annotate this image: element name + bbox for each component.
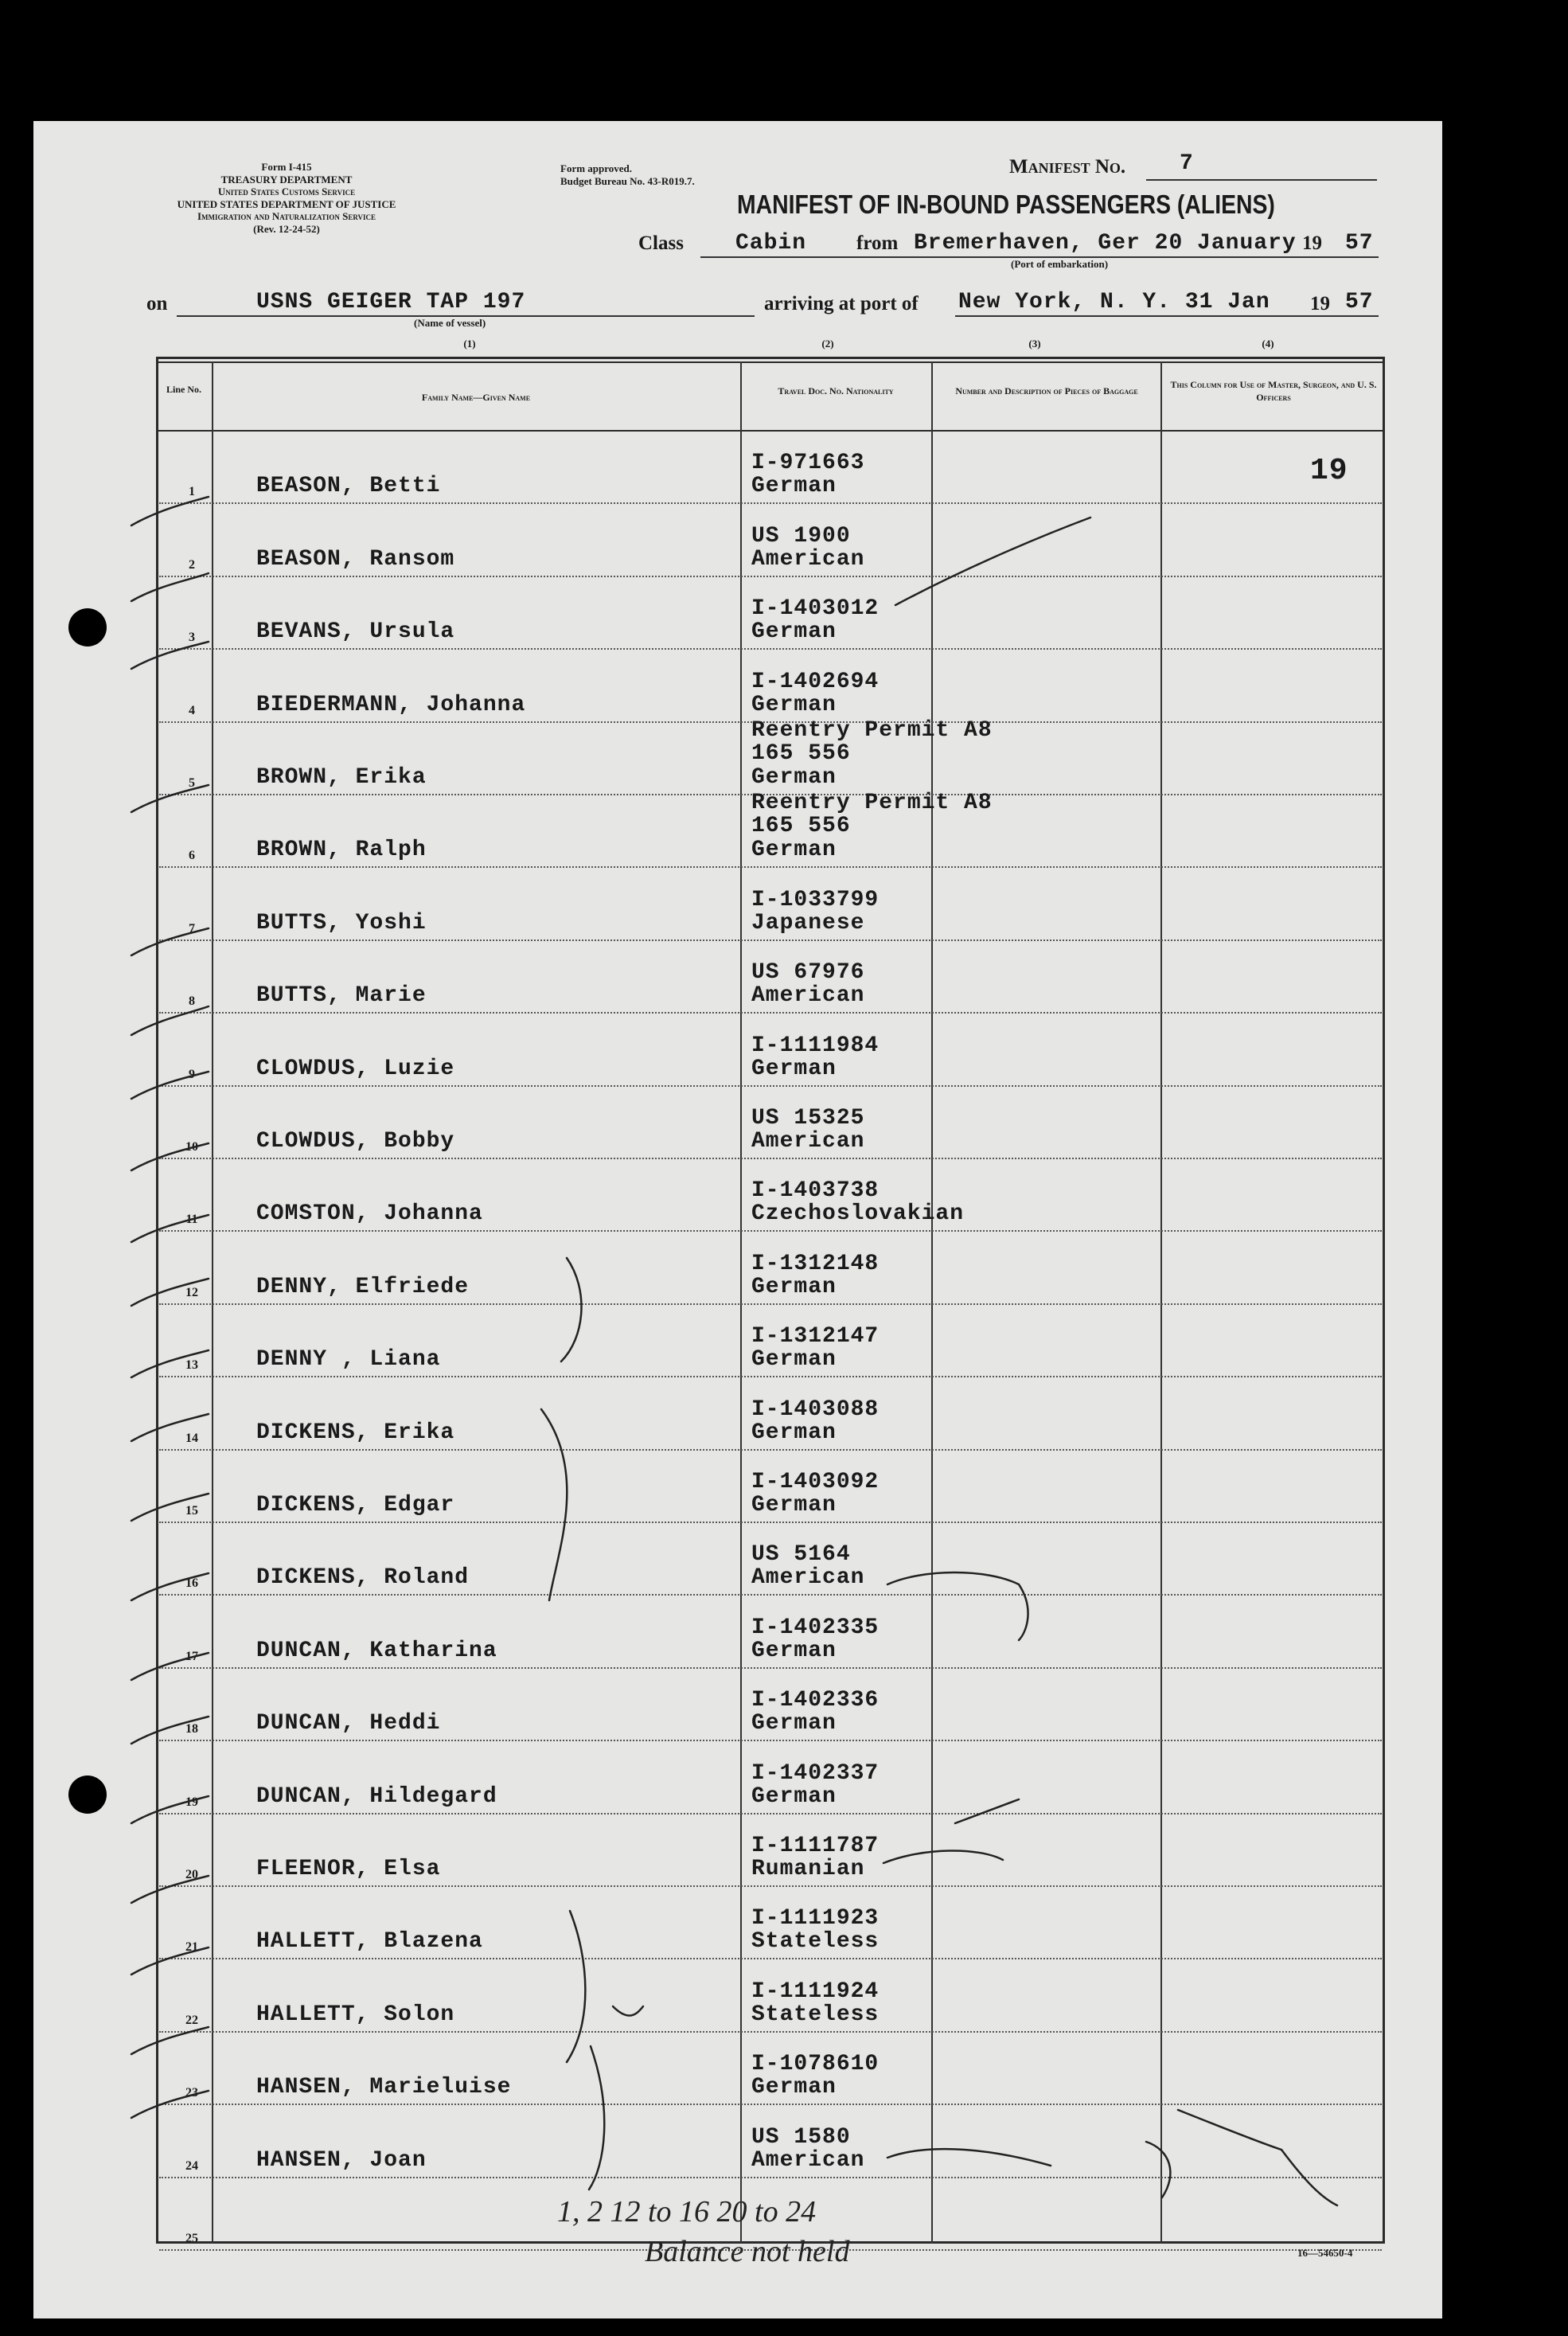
year-prefix: 19: [1302, 232, 1322, 254]
nationality: German: [751, 1274, 837, 1299]
header-name: Family Name—Given Name: [421, 392, 531, 403]
nationality: American: [751, 546, 865, 572]
passenger-name: BUTTS, Yoshi: [256, 910, 427, 936]
nationality: American: [751, 983, 865, 1009]
passenger-name: CLOWDUS, Luzie: [256, 1056, 455, 1081]
nationality: German: [751, 838, 837, 863]
vessel-name: USNS GEIGER TAP 197: [256, 290, 526, 314]
from-label: from: [856, 232, 899, 254]
year-suffix: 57: [1345, 231, 1374, 256]
line-number: 1: [189, 485, 195, 499]
passenger-name: CLOWDUS, Bobby: [256, 1129, 455, 1154]
passenger-name: HANSEN, Marieluise: [256, 2075, 512, 2100]
header-officers: This Column for Use of Master, Surgeon, and U. S. Officers: [1170, 379, 1377, 403]
travel-doc-number: I-971663: [751, 451, 865, 476]
passenger-name: HALLETT, Solon: [256, 2002, 455, 2027]
handwritten-note-2: Balance not held: [645, 2235, 850, 2268]
passenger-name: BIEDERMANN, Johanna: [256, 692, 526, 717]
arrival-value: New York, N. Y. 31 Jan: [958, 290, 1270, 314]
manifest-number-label: Manifest No.: [1009, 156, 1126, 178]
travel-doc-number: I-1403012: [751, 596, 880, 622]
travel-doc-number: I-1111923: [751, 1906, 880, 1932]
treasury-dept: TREASURY DEPARTMENT: [220, 173, 353, 186]
travel-doc-number: I-1402336: [751, 1688, 880, 1713]
nationality: German: [751, 2075, 837, 2100]
port-embarkation-caption: (Port of embarkation): [1011, 258, 1109, 270]
header-baggage: Number and Description of Pieces of Baggage: [955, 385, 1138, 396]
travel-doc-number: I-1111984: [751, 1033, 880, 1058]
nationality: German: [751, 1711, 837, 1736]
line-number: 17: [185, 1649, 198, 1663]
arrival-year-prefix: 19: [1310, 293, 1330, 314]
passenger-name: DENNY , Liana: [256, 1347, 441, 1373]
line-number: 22: [185, 2013, 198, 2027]
nationality: American: [751, 1129, 865, 1154]
passenger-name: HALLETT, Blazena: [256, 1929, 483, 1955]
header-line-no: Line No.: [166, 384, 201, 395]
justice-dept: UNITED STATES DEPARTMENT OF JUSTICE: [177, 197, 396, 210]
nationality: Stateless: [751, 2002, 880, 2027]
travel-doc-number: I-1402335: [751, 1615, 880, 1640]
vessel-caption: (Name of vessel): [414, 317, 486, 329]
travel-doc-number: US 1580: [751, 2124, 851, 2150]
nationality: German: [751, 1493, 837, 1518]
nationality: German: [751, 474, 837, 499]
manifest-title: MANIFEST OF IN-BOUND PASSENGERS (ALIENS): [737, 189, 1275, 219]
passenger-name: DENNY, Elfriede: [256, 1274, 470, 1299]
travel-doc-number: US 67976: [751, 960, 865, 986]
passenger-name: DUNCAN, Hildegard: [256, 1783, 497, 1809]
passenger-name: BEASON, Ransom: [256, 546, 455, 572]
arriving-label: arriving at port of: [764, 293, 919, 314]
col-num-4: (4): [1262, 338, 1274, 350]
manifest-number: 7: [1180, 151, 1194, 176]
line-number: 5: [189, 776, 195, 790]
line-number: 13: [185, 1358, 198, 1373]
col-num-2: (2): [821, 338, 834, 350]
passenger-name: DUNCAN, Heddi: [256, 1711, 441, 1736]
header-travel-doc: Travel Doc. No. Nationality: [778, 385, 894, 396]
nationality: Stateless: [751, 1929, 880, 1955]
line-number: 15: [185, 1504, 198, 1518]
form-approved: Form approved.: [560, 162, 633, 174]
passenger-name: DICKENS, Roland: [256, 1565, 470, 1591]
passenger-name: HANSEN, Joan: [256, 2147, 427, 2173]
travel-doc-number: I-1312147: [751, 1324, 880, 1350]
col-num-1: (1): [463, 338, 476, 350]
col-num-3: (3): [1028, 338, 1041, 350]
line-number: 21: [185, 1940, 198, 1955]
line-number: 24: [185, 2158, 198, 2173]
line-number: 16: [185, 1576, 198, 1591]
travel-doc-number: I-1312148: [751, 1251, 880, 1276]
travel-doc-number: US 15325: [751, 1106, 865, 1131]
handwritten-note-1: 1, 2 12 to 16 20 to 24: [557, 2195, 817, 2229]
officer-count: 19: [1310, 454, 1348, 488]
embarkation-value: Bremerhaven, Ger 20 January: [914, 231, 1297, 256]
nationality: German: [751, 619, 837, 645]
nationality: American: [751, 1565, 865, 1591]
revision-date: (Rev. 12-24-52): [253, 222, 320, 235]
passenger-name: DICKENS, Edgar: [256, 1493, 455, 1518]
travel-doc-number: I-1403092: [751, 1470, 880, 1494]
travel-doc-number: I-1402337: [751, 1760, 880, 1786]
passenger-name: BEASON, Betti: [256, 474, 441, 499]
page-code: 16—54650-4: [1297, 2247, 1353, 2259]
travel-doc-number: I-1078610: [751, 2052, 880, 2077]
travel-doc-number: Reentry Permit A8 165 556: [751, 718, 993, 766]
travel-doc-number: I-1033799: [751, 887, 880, 912]
passenger-name: BEVANS, Ursula: [256, 619, 455, 645]
line-number: 20: [185, 1868, 198, 1881]
line-number: 9: [189, 1067, 195, 1081]
ins-service: Immigration and Naturalization Service: [197, 210, 376, 223]
travel-doc-number: Reentry Permit A8 165 556: [751, 791, 993, 839]
passenger-name: BROWN, Ralph: [256, 838, 427, 863]
nationality: German: [751, 1347, 837, 1373]
class-label: Class: [638, 232, 684, 254]
line-number: 4: [189, 703, 195, 717]
travel-doc-number: I-1403088: [751, 1397, 880, 1422]
line-number: 12: [185, 1285, 198, 1299]
line-number: 11: [185, 1213, 198, 1227]
travel-doc-number: US 1900: [751, 523, 851, 549]
nationality: Czechoslovakian: [751, 1201, 965, 1227]
line-number: 8: [189, 994, 195, 1009]
nationality: Rumanian: [751, 1857, 865, 1881]
nationality: German: [751, 1420, 837, 1445]
form-number: Form I-415: [261, 161, 312, 173]
travel-doc-number: I-1111787: [751, 1834, 880, 1858]
line-number: 18: [185, 1722, 198, 1736]
class-value: Cabin: [735, 231, 807, 256]
arrival-year-suffix: 57: [1345, 290, 1374, 314]
line-number: 10: [185, 1140, 198, 1154]
customs-service: United States Customs Service: [217, 186, 356, 198]
passenger-name: DUNCAN, Katharina: [256, 1638, 497, 1663]
line-number: 19: [185, 1795, 198, 1809]
travel-doc-number: I-1403738: [751, 1178, 880, 1204]
travel-doc-number: US 5164: [751, 1542, 851, 1568]
line-number: 14: [185, 1431, 198, 1445]
line-number: 2: [189, 557, 195, 572]
nationality: German: [751, 692, 837, 717]
passenger-name: COMSTON, Johanna: [256, 1201, 483, 1227]
line-number: 3: [189, 631, 195, 645]
nationality: Japanese: [751, 910, 865, 936]
nationality: German: [751, 1783, 837, 1809]
passenger-name: DICKENS, Erika: [256, 1420, 455, 1445]
line-number: 7: [189, 921, 195, 936]
on-label: on: [146, 293, 168, 314]
passenger-name: FLEENOR, Elsa: [256, 1857, 441, 1881]
nationality: German: [751, 1638, 837, 1663]
line-number: 23: [185, 2086, 198, 2100]
travel-doc-number: I-1402694: [751, 669, 880, 694]
passenger-name: BUTTS, Marie: [256, 983, 427, 1009]
nationality: German: [751, 765, 837, 790]
passenger-name: BROWN, Erika: [256, 765, 427, 790]
nationality: German: [751, 1056, 837, 1081]
nationality: American: [751, 2147, 865, 2173]
travel-doc-number: I-1111924: [751, 1979, 880, 2004]
budget-bureau: Budget Bureau No. 43-R019.7.: [560, 174, 695, 187]
line-number: 25: [185, 2232, 198, 2245]
line-number: 6: [189, 849, 195, 863]
